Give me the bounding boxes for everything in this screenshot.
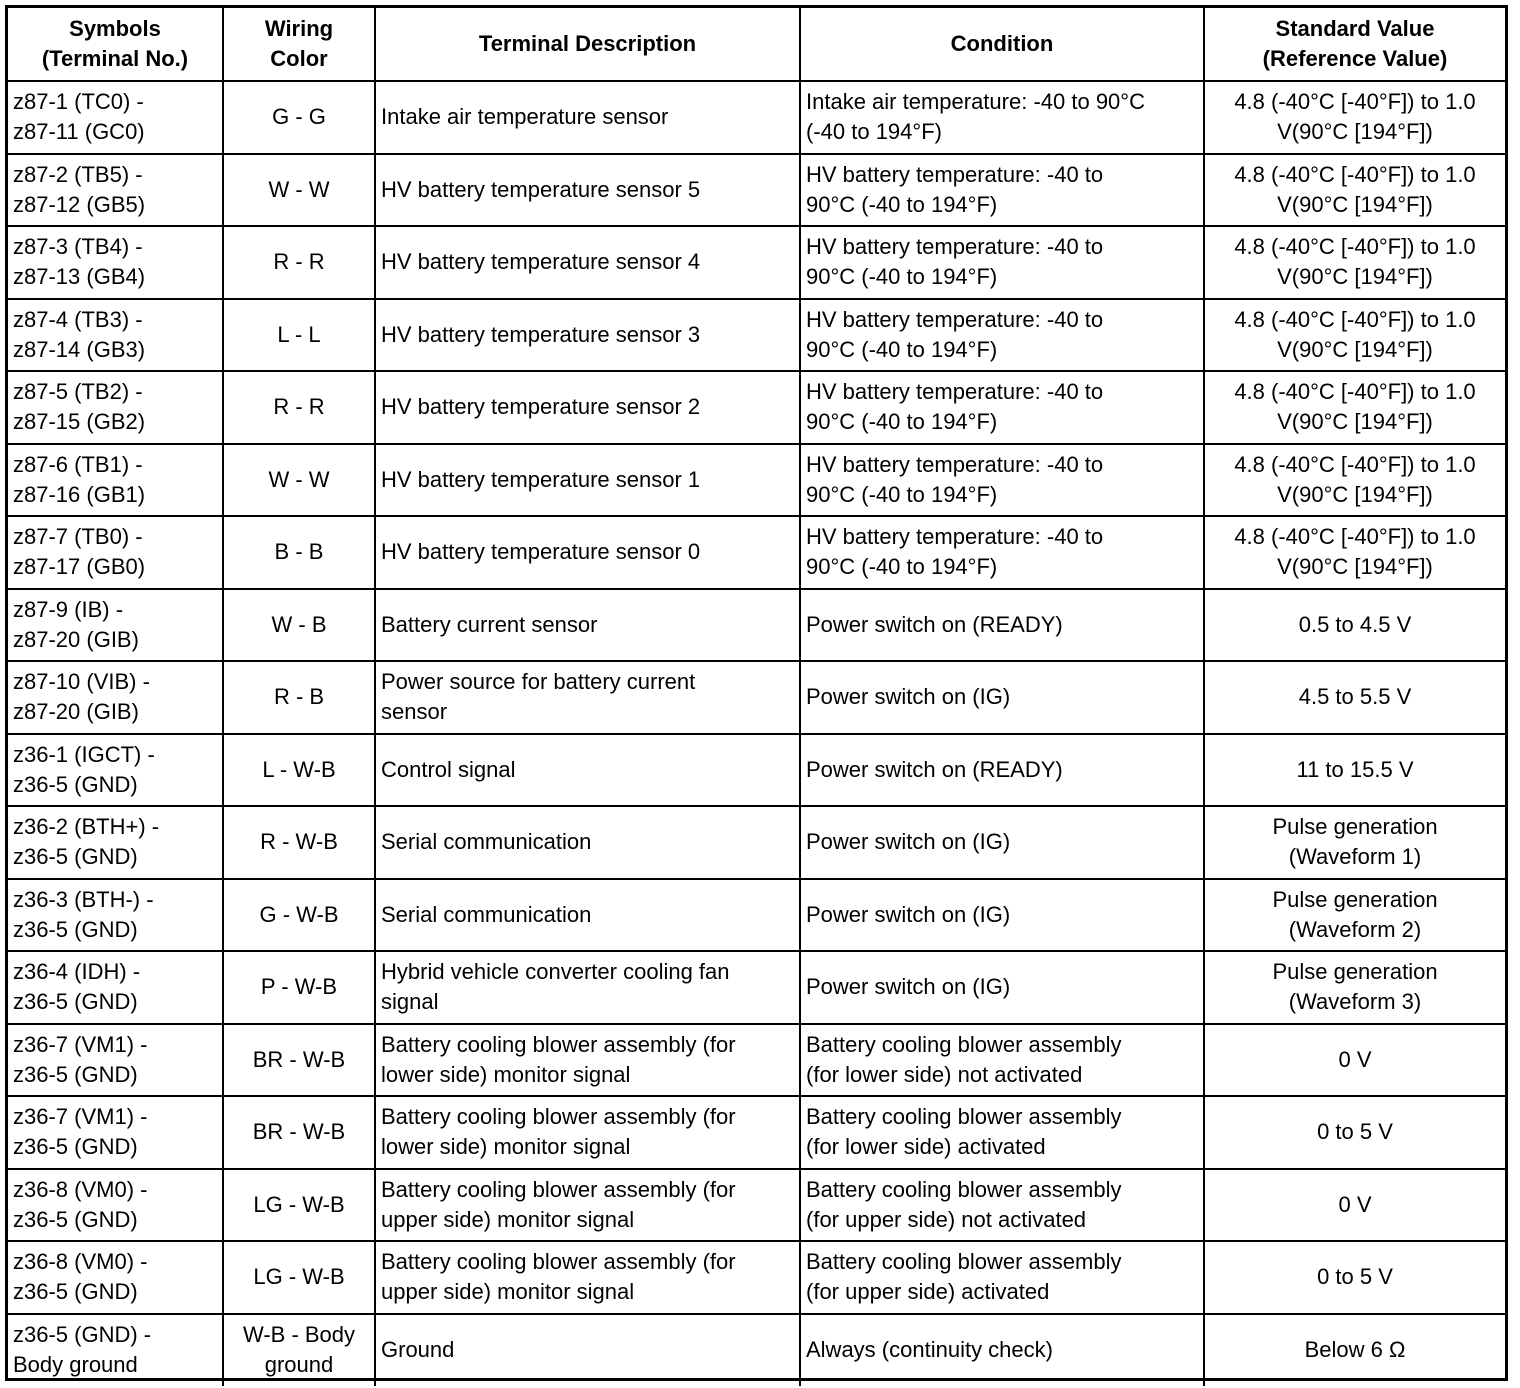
table-row — [8, 81, 1505, 154]
symbols-cell: z36-7 (VM1) - z36-5 (GND) — [8, 1024, 223, 1097]
description-cell: Power source for battery current sensor — [375, 661, 800, 734]
table-row — [8, 1096, 1505, 1169]
table-row — [8, 951, 1505, 1024]
standard-value-cell: 4.8 (-40°C [-40°F]) to 1.0 V(90°C [194°F]) — [1204, 154, 1505, 227]
wiring-color-cell: G - G — [223, 81, 375, 154]
symbols-cell: z36-3 (BTH-) - z36-5 (GND) — [8, 879, 223, 952]
table-row — [8, 734, 1505, 807]
standard-value-cell: 11 to 15.5 V — [1204, 734, 1505, 807]
description-cell: HV battery temperature sensor 1 — [375, 444, 800, 517]
wiring-color-cell: W - B — [223, 589, 375, 662]
condition-cell: Power switch on (READY) — [800, 589, 1204, 662]
table-row — [8, 806, 1505, 879]
symbols-cell: z36-4 (IDH) - z36-5 (GND) — [8, 951, 223, 1024]
symbols-cell: z87-5 (TB2) - z87-15 (GB2) — [8, 371, 223, 444]
wiring-color-cell: BR - W-B — [223, 1024, 375, 1097]
wiring-color-cell: R - R — [223, 226, 375, 299]
standard-value-cell: 0 to 5 V — [1204, 1096, 1505, 1169]
wiring-color-cell: W - W — [223, 154, 375, 227]
condition-cell: Power switch on (IG) — [800, 951, 1204, 1024]
condition-cell: HV battery temperature: -40 to 90°C (-40 to 194°F) — [800, 299, 1204, 372]
wiring-color-cell: R - B — [223, 661, 375, 734]
description-cell: HV battery temperature sensor 2 — [375, 371, 800, 444]
symbols-cell: z87-10 (VIB) - z87-20 (GIB) — [8, 661, 223, 734]
standard-value-cell: 0 V — [1204, 1169, 1505, 1242]
description-cell: Battery cooling blower assembly (for lower side) monitor signal — [375, 1024, 800, 1097]
condition-cell: Always (continuity check) — [800, 1314, 1204, 1387]
description-cell: Serial communication — [375, 806, 800, 879]
description-cell: Ground — [375, 1314, 800, 1387]
symbols-cell: z36-5 (GND) - Body ground — [8, 1314, 223, 1387]
symbols-cell: z87-9 (IB) - z87-20 (GIB) — [8, 589, 223, 662]
table-row — [8, 589, 1505, 662]
wiring-color-cell: BR - W-B — [223, 1096, 375, 1169]
standard-value-cell: 4.8 (-40°C [-40°F]) to 1.0 V(90°C [194°F]) — [1204, 299, 1505, 372]
description-cell: Battery cooling blower assembly (for upper side) monitor signal — [375, 1169, 800, 1242]
description-cell: HV battery temperature sensor 5 — [375, 154, 800, 227]
standard-value-cell: 4.5 to 5.5 V — [1204, 661, 1505, 734]
table-row — [8, 299, 1505, 372]
header-condition: Condition — [800, 8, 1204, 81]
condition-cell: Power switch on (READY) — [800, 734, 1204, 807]
description-cell: HV battery temperature sensor 4 — [375, 226, 800, 299]
symbols-cell: z36-7 (VM1) - z36-5 (GND) — [8, 1096, 223, 1169]
standard-value-cell: 4.8 (-40°C [-40°F]) to 1.0 V(90°C [194°F]) — [1204, 371, 1505, 444]
symbols-cell: z87-3 (TB4) - z87-13 (GB4) — [8, 226, 223, 299]
description-cell: Serial communication — [375, 879, 800, 952]
description-cell: HV battery temperature sensor 3 — [375, 299, 800, 372]
condition-cell: Power switch on (IG) — [800, 879, 1204, 952]
header-wiring-color: Wiring Color — [223, 8, 375, 81]
standard-value-cell: 4.8 (-40°C [-40°F]) to 1.0 V(90°C [194°F]) — [1204, 516, 1505, 589]
condition-cell: Battery cooling blower assembly (for upper side) activated — [800, 1241, 1204, 1314]
standard-value-cell: 4.8 (-40°C [-40°F]) to 1.0 V(90°C [194°F]) — [1204, 81, 1505, 154]
standard-value-cell: Pulse generation (Waveform 3) — [1204, 951, 1505, 1024]
standard-value-cell: Pulse generation (Waveform 1) — [1204, 806, 1505, 879]
standard-value-cell: 0 to 5 V — [1204, 1241, 1505, 1314]
description-cell: HV battery temperature sensor 0 — [375, 516, 800, 589]
table-row — [8, 1314, 1505, 1387]
wiring-color-cell: G - W-B — [223, 879, 375, 952]
table-row — [8, 879, 1505, 952]
symbols-cell: z87-2 (TB5) - z87-12 (GB5) — [8, 154, 223, 227]
table-row — [8, 1024, 1505, 1097]
condition-cell: Battery cooling blower assembly (for lower side) not activated — [800, 1024, 1204, 1097]
table-row — [8, 154, 1505, 227]
symbols-cell: z36-2 (BTH+) - z36-5 (GND) — [8, 806, 223, 879]
symbols-cell: z87-4 (TB3) - z87-14 (GB3) — [8, 299, 223, 372]
description-cell: Battery current sensor — [375, 589, 800, 662]
symbols-cell: z87-6 (TB1) - z87-16 (GB1) — [8, 444, 223, 517]
condition-cell: Battery cooling blower assembly (for lower side) activated — [800, 1096, 1204, 1169]
condition-cell: HV battery temperature: -40 to 90°C (-40 to 194°F) — [800, 154, 1204, 227]
terminal-spec-table-frame — [5, 5, 1508, 1381]
symbols-cell: z87-1 (TC0) - z87-11 (GC0) — [8, 81, 223, 154]
wiring-color-cell: R - R — [223, 371, 375, 444]
description-cell: Intake air temperature sensor — [375, 81, 800, 154]
symbols-cell: z36-8 (VM0) - z36-5 (GND) — [8, 1169, 223, 1242]
terminal-spec-table — [8, 8, 1505, 1386]
description-cell: Battery cooling blower assembly (for upper side) monitor signal — [375, 1241, 800, 1314]
description-cell: Battery cooling blower assembly (for lower side) monitor signal — [375, 1096, 800, 1169]
table-row — [8, 1241, 1505, 1314]
header-terminal-description: Terminal Description — [375, 8, 800, 81]
standard-value-cell: 0 V — [1204, 1024, 1505, 1097]
condition-cell: HV battery temperature: -40 to 90°C (-40 to 194°F) — [800, 444, 1204, 517]
description-cell: Control signal — [375, 734, 800, 807]
condition-cell: HV battery temperature: -40 to 90°C (-40 to 194°F) — [800, 226, 1204, 299]
wiring-color-cell: LG - W-B — [223, 1241, 375, 1314]
wiring-color-cell: W - W — [223, 444, 375, 517]
wiring-color-cell: LG - W-B — [223, 1169, 375, 1242]
header-symbols: Symbols (Terminal No.) — [8, 8, 223, 81]
wiring-color-cell: L - W-B — [223, 734, 375, 807]
condition-cell: HV battery temperature: -40 to 90°C (-40 to 194°F) — [800, 516, 1204, 589]
wiring-color-cell: W-B - Body ground — [223, 1314, 375, 1387]
header-standard-value: Standard Value (Reference Value) — [1204, 8, 1505, 81]
wiring-color-cell: L - L — [223, 299, 375, 372]
standard-value-cell: 4.8 (-40°C [-40°F]) to 1.0 V(90°C [194°F]) — [1204, 444, 1505, 517]
wiring-color-cell: B - B — [223, 516, 375, 589]
table-body — [8, 81, 1505, 1386]
condition-cell: Intake air temperature: -40 to 90°C (-40 to 194°F) — [800, 81, 1204, 154]
table-row — [8, 516, 1505, 589]
table-row — [8, 371, 1505, 444]
standard-value-cell: 4.8 (-40°C [-40°F]) to 1.0 V(90°C [194°F]) — [1204, 226, 1505, 299]
table-row — [8, 226, 1505, 299]
header-row — [8, 8, 1505, 81]
wiring-color-cell: R - W-B — [223, 806, 375, 879]
symbols-cell: z87-7 (TB0) - z87-17 (GB0) — [8, 516, 223, 589]
symbols-cell: z36-1 (IGCT) - z36-5 (GND) — [8, 734, 223, 807]
condition-cell: Power switch on (IG) — [800, 806, 1204, 879]
condition-cell: Battery cooling blower assembly (for upper side) not activated — [800, 1169, 1204, 1242]
description-cell: Hybrid vehicle converter cooling fan signal — [375, 951, 800, 1024]
table-row — [8, 444, 1505, 517]
condition-cell: HV battery temperature: -40 to 90°C (-40 to 194°F) — [800, 371, 1204, 444]
table-row — [8, 1169, 1505, 1242]
condition-cell: Power switch on (IG) — [800, 661, 1204, 734]
standard-value-cell: 0.5 to 4.5 V — [1204, 589, 1505, 662]
standard-value-cell: Pulse generation (Waveform 2) — [1204, 879, 1505, 952]
standard-value-cell: Below 6 Ω — [1204, 1314, 1505, 1387]
wiring-color-cell: P - W-B — [223, 951, 375, 1024]
symbols-cell: z36-8 (VM0) - z36-5 (GND) — [8, 1241, 223, 1314]
table-row — [8, 661, 1505, 734]
